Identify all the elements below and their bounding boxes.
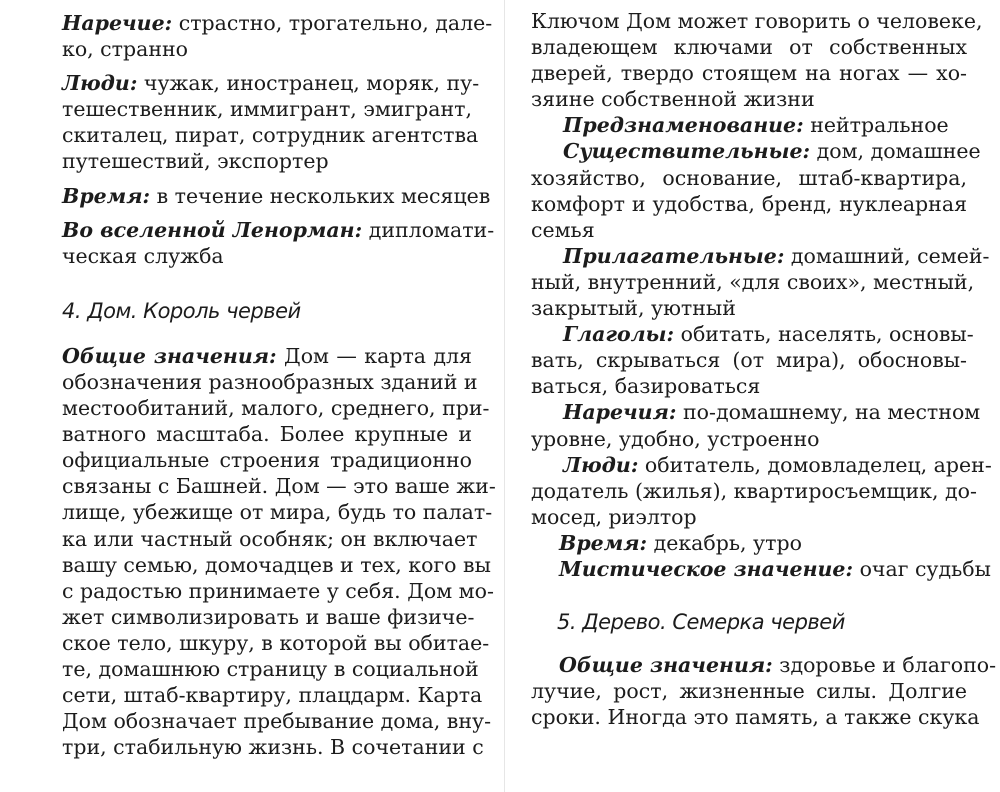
column-divider <box>504 0 505 792</box>
mystic-meaning-label: Мистическое значение: <box>559 556 854 581</box>
body-line: ватного масштаба. Более крупные и <box>62 422 472 447</box>
body-line: с радостью принимаете у себя. Дом мо- <box>62 578 494 603</box>
body-line: Дом обозначает пребывание дома, вну- <box>62 709 491 734</box>
general-meanings-entry: Общие значения: здоровье и благопо- лучие, рост, жизненные силы. Долгие сроки. Иногда это память, а также скука <box>531 653 997 730</box>
verbs-entry: Глаголы: обитать, населять, основы- вать, скрываться (от мира), обосновы- ваться, базироваться <box>531 322 974 399</box>
adverbs-entry: Наречия: по-домашнему, на местном уровне, удобно, устроенно <box>531 400 981 451</box>
lenormand-universe-label: Во вселенной Ленорман: <box>62 217 363 242</box>
body-line: дверей, твердо стоящем на ногах — хо- <box>531 61 967 86</box>
body-line: владеющем ключами от собственных <box>531 35 967 60</box>
adverb-entry: Наречие: страстно, трогательно, дале- ко, странно <box>62 11 493 62</box>
body-line: местообитаний, малого, среднего, при- <box>62 396 490 421</box>
body-line: Ключом Дом может говорить о человеке, <box>531 9 983 33</box>
body-line: лище, убежище от мира, будь то палат- <box>62 500 493 525</box>
time-label: Время: <box>559 530 648 555</box>
left-column <box>62 0 496 792</box>
body-line: зяине собственной жизни <box>531 87 815 112</box>
body-line: жет символизировать и ваше физиче- <box>62 604 475 629</box>
body-line: ское тело, шкуру, в которой вы обитае- <box>62 630 490 655</box>
body-line: ка или частный особняк; он включает <box>62 526 478 551</box>
general-meanings-label: Общие значения: <box>559 653 773 678</box>
body-line: вашу семью, домочадцев и тех, кого вы <box>62 552 491 577</box>
body-line: три, стабильную жизнь. В сочетании с <box>62 735 484 760</box>
people-entry: Люди: обитатель, домовладелец, арен- додатель (жилья), квартиросъемщик, до- мосед, риэлтор <box>531 452 992 529</box>
time-entry: Время: в течение нескольких месяцев <box>62 183 491 208</box>
body-line: обозначения разнообразных зданий и <box>62 369 478 394</box>
omen-entry: Предзнаменование: нейтральное <box>563 113 949 138</box>
time-entry: Время: декабрь, утро <box>559 530 802 555</box>
body-line: те, домашнюю страницу в социальной <box>62 656 479 681</box>
adjectives-entry: Прилагательные: домашний, семей- ный, внутренний, «для своих», местный, закрытый, уютный <box>531 243 990 321</box>
continued-paragraph <box>531 8 983 112</box>
section-heading-tree: 5. Дерево. Семерка червей <box>557 610 845 635</box>
verbs-label: Глаголы: <box>563 322 675 347</box>
right-column <box>531 0 997 792</box>
body-line: связаны с Башней. Дом — это ваше жи- <box>62 474 496 499</box>
people-entry: Люди: чужак, иностранец, моряк, пу- тешественник, иммигрант, эмигрант, скиталец, пират, сотрудник агентства путешествий, экспортер <box>62 71 480 174</box>
adverb-label: Наречие: <box>62 11 173 35</box>
omen-label: Предзнаменование: <box>563 113 804 138</box>
lenormand-universe-entry: Во вселенной Ленорман: дипломати- ческая служба <box>62 217 495 268</box>
people-label: Люди: <box>62 71 138 96</box>
nouns-entry: Существительные: дом, домашнее хозяйство, основание, штаб-квартира, комфорт и удобства, бренд, нуклеарная семья <box>531 139 981 242</box>
general-meanings-entry: Общие значения: Дом — карта для обозначения разнообразных зданий и местообитаний, малого, среднего, при- ватного масштаба. Более крупные и официальные строения традиционно связаны с Башней. Дом — это ваше жи- лище, убежище от мира, будь то палат- ка или частный особняк; он включает вашу семью, домочадцев и тех, кого вы с радостью принимаете у себя. Дом мо- жет символизировать и ваше физиче- ское тело, шкуру, в которой вы обитае- те, домашнюю страницу в социальной сети, штаб-квартиру, плацдарм. Карта Дом обозначает пребывание дома, вну- три, стабильную жизнь. В сочетании с <box>62 343 496 760</box>
people-label: Люди: <box>563 452 639 477</box>
body-line: официальные строения традиционно <box>62 448 472 473</box>
section-heading-house: 4. Дом. Король червей <box>62 298 301 323</box>
adjectives-label: Прилагательные: <box>563 243 785 268</box>
nouns-label: Существительные: <box>563 139 811 164</box>
time-label: Время: <box>62 183 151 208</box>
adverbs-label: Наречия: <box>563 400 677 425</box>
general-meanings-label: Общие значения: <box>62 343 277 368</box>
mystic-meaning-entry: Мистическое значение: очаг судьбы <box>559 556 991 581</box>
body-line: сети, штаб-квартиру, плацдарм. Карта <box>62 683 483 708</box>
